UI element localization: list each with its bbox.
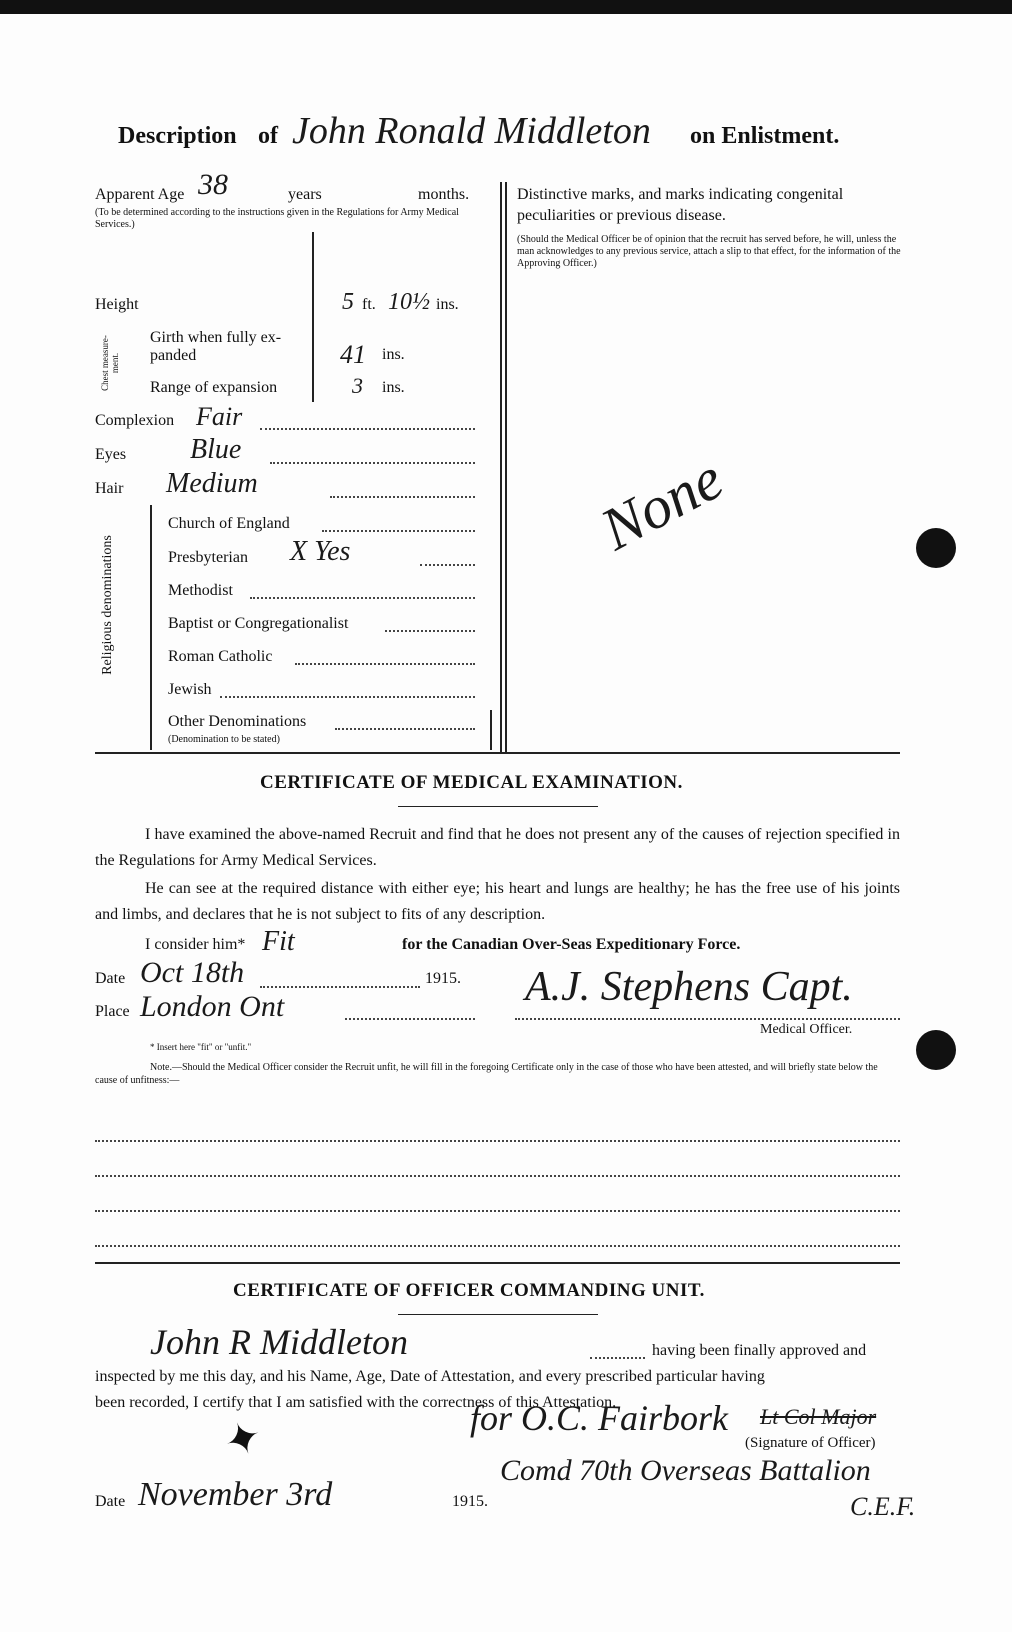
age-value: 38 (198, 168, 228, 201)
ft-label: ft. (362, 296, 376, 313)
marks-label: Distinctive marks, and marks indicating congenital peculiarities or previous disease. (517, 186, 844, 224)
recruit-name: John Ronald Middleton (292, 110, 651, 152)
scan-edge (0, 0, 1012, 14)
ins-label: ins. (436, 296, 459, 313)
insert-note: * Insert here "fit" or "unfit." (150, 1042, 252, 1052)
other-note: (Denomination to be stated) (168, 734, 280, 745)
medical-year: 1915. (425, 970, 461, 987)
column-separator (500, 182, 502, 752)
signature-label: (Signature of Officer) (745, 1435, 876, 1451)
fit-value: Fit (262, 926, 295, 957)
religion-church-of-england: Church of England (168, 515, 290, 532)
girth-value: 41 (340, 340, 366, 369)
commanding-name-value: John R Middleton (150, 1322, 408, 1362)
commanding-year: 1915. (452, 1493, 488, 1510)
commanding-cef: C.E.F. (850, 1492, 916, 1521)
title-of: of (258, 123, 278, 149)
title-prefix: Description (118, 123, 237, 149)
unfitness-line[interactable] (95, 1140, 900, 1142)
complexion-label: Complexion (95, 412, 175, 429)
marks-note: (Should the Medical Officer be of opinion that the recruit has served before, he will, unless the man acknowledges to any previous service, attach a slip to that effect, for the information of the Approving Officer.) (517, 234, 901, 269)
age-label: Apparent Age (95, 186, 185, 203)
unfitness-line[interactable] (95, 1175, 900, 1177)
eyes-value: Blue (190, 434, 242, 465)
unfitness-line[interactable] (95, 1245, 900, 1247)
height-in: 10½ (388, 289, 430, 315)
medical-officer-signature: A.J. Stephens Capt. (525, 964, 853, 1010)
section-divider (95, 752, 900, 754)
commanding-text-2: inspected by me this day, and his Name, Age, Date of Attestation, and every prescribed particular having (95, 1368, 765, 1385)
range-value: 3 (352, 373, 363, 398)
ins-label: ins. (382, 346, 405, 363)
height-ft: 5 (342, 289, 354, 315)
religion-methodist: Methodist (168, 582, 233, 599)
chest-label: Chest measure-ment. (100, 335, 120, 391)
date-label: Date (95, 970, 126, 987)
medical-paragraph-2: He can see at the required distance with either eye; his heart and lungs are healthy; he has the free use of his joints and limbs, and declares that he is not subject to fits of any description. (95, 880, 900, 923)
medical-paragraph-1: I have examined the above-named Recruit and find that he does not present any of the causes of rejection specified in the Regulations for Army Medical Services. (95, 826, 900, 869)
religion-baptist: Baptist or Congregationalist (168, 615, 349, 632)
punch-hole (916, 528, 956, 568)
months-label: months. (418, 186, 470, 203)
eyes-label: Eyes (95, 446, 127, 463)
hair-label: Hair (95, 480, 124, 497)
consider-label: I consider him* (145, 936, 246, 953)
commanding-heading: CERTIFICATE OF OFFICER COMMANDING UNIT. (233, 1280, 705, 1301)
religion-roman-catholic: Roman Catholic (168, 648, 273, 665)
age-note: (To be determined according to the instructions given in the Regulations for Army Medical Services.) (95, 207, 459, 230)
commanding-unit: Comd 70th Overseas Battalion (500, 1454, 871, 1487)
religion-bracket (150, 505, 152, 750)
unfitness-line[interactable] (95, 1210, 900, 1212)
title-suffix: on Enlistment. (690, 123, 840, 149)
unfit-note: Note.—Should the Medical Officer consider the Recruit unfit, he will fill in the foregoing Certificate only in the case of those who have been attested, and will briefly state below the cause of unfitness:— (95, 1062, 878, 1086)
section-divider (95, 1262, 900, 1264)
commanding-text-3: been recorded, I certify that I am satisfied with the correctness of this Attestation. (95, 1394, 617, 1411)
commanding-officer-signature: for O.C. Fairbork (470, 1398, 729, 1438)
place-label: Place (95, 1003, 130, 1020)
hair-value: Medium (166, 468, 258, 499)
divider (312, 232, 314, 402)
years-label: years (288, 186, 322, 203)
medical-officer-label: Medical Officer. (760, 1022, 853, 1037)
religion-jewish: Jewish (168, 681, 212, 698)
range-label: Range of expansion (150, 379, 278, 396)
ink-mark: ✦ (217, 1410, 269, 1469)
complexion-value: Fair (196, 402, 243, 431)
commanding-rank: Lt Col Major (760, 1404, 877, 1429)
religion-other: Other Denominations (168, 713, 307, 730)
medical-heading: CERTIFICATE OF MEDICAL EXAMINATION. (260, 772, 683, 793)
religion-label: Religious denominations (100, 535, 115, 675)
commanding-date-label: Date (95, 1493, 126, 1510)
height-label: Height (95, 296, 139, 313)
presbyterian-mark: X Yes (290, 536, 351, 567)
girth-label: Girth when fully ex-panded (150, 329, 282, 364)
marks-value: None (590, 444, 734, 563)
commanding-text-1: having been finally approved and (652, 1342, 867, 1359)
punch-hole (916, 1030, 956, 1070)
place-value: London Ont (140, 990, 285, 1023)
medical-date-value: Oct 18th (140, 956, 245, 989)
ins-label: ins. (382, 379, 405, 396)
commanding-date-value: November 3rd (138, 1476, 333, 1513)
force-label: for the Canadian Over-Seas Expeditionary Force. (402, 936, 741, 953)
religion-presbyterian: Presbyterian (168, 549, 248, 566)
